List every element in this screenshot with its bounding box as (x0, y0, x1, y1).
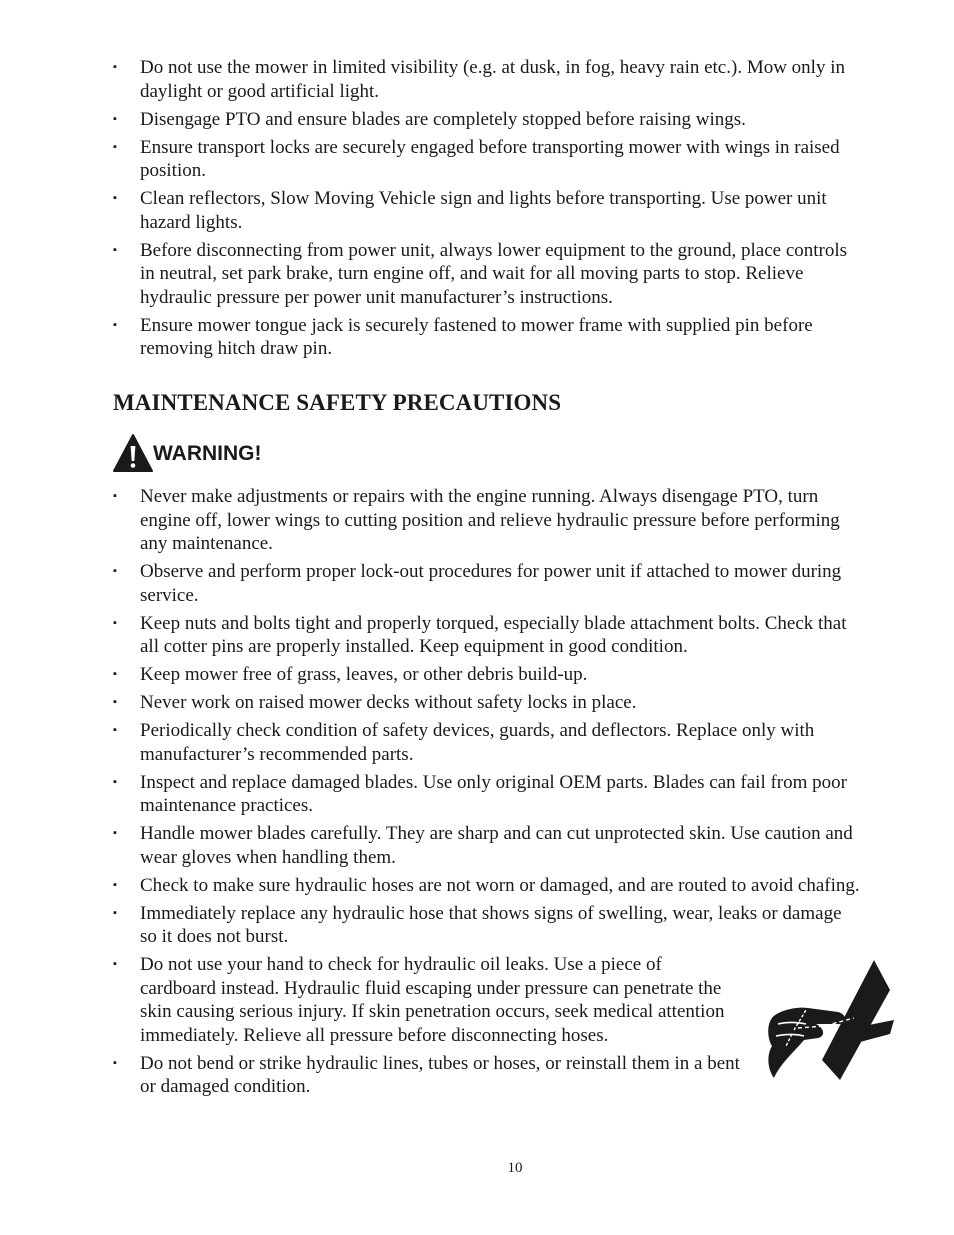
bullet-icon: ▪ (113, 490, 117, 502)
bullet-icon: ▪ (113, 878, 117, 891)
bullet-icon: ▪ (113, 112, 117, 125)
list-item: ▪ Before disconnecting from power unit, always lower equipment to the ground, place controls in neutral, set park brake, turn engine off, and wait for all moving parts to stop. Relieve hydraulic pressure per power unit manufacturer’s instructions. (113, 239, 848, 308)
list-item: ▪ Keep mower free of grass, leaves, or other debris build-up. (113, 664, 588, 685)
list-item: ▪ Handle mower blades carefully. They are sharp and can cut unprotected skin. Use caution and wear gloves when handling them. (113, 823, 853, 868)
hydraulic-leak-hand-icon (764, 960, 894, 1086)
bullet-icon: ▪ (113, 192, 117, 204)
bullet-icon: ▪ (113, 616, 117, 629)
list-item: ▪ Do not use your hand to check for hydraulic oil leaks. Use a piece of cardboard instead. Hydraulic fluid escaping under pressure can penetrate the skin causing serious injury. If skin penetration occurs, seek medical attention immediately. Relieve all pressure before disconnecting hoses. (113, 954, 725, 1046)
list-item: ▪ Disengage PTO and ensure blades are completely stopped before raising wings. (113, 108, 746, 130)
bullet-icon: ▪ (113, 724, 117, 736)
warning-triangle-icon (112, 433, 154, 473)
bullet-icon: ▪ (113, 958, 117, 970)
list-item: ▪ Never work on raised mower decks without safety locks in place. (113, 692, 637, 713)
bullet-icon: ▪ (113, 565, 117, 577)
bullet-icon: ▪ (113, 827, 117, 839)
bullet-icon: ▪ (113, 906, 117, 919)
list-item: ▪ Do not bend or strike hydraulic lines, tubes or hoses, or reinstall them in a bent or damaged condition. (113, 1052, 740, 1097)
warning-banner (112, 432, 262, 474)
list-item: ▪ Ensure transport locks are securely engaged before transporting mower with wings in raised position. (113, 136, 840, 181)
list-item: ▪ Periodically check condition of safety devices, guards, and deflectors. Replace only with manufacturer’s recommended parts. (113, 720, 815, 765)
bullet-icon: ▪ (113, 318, 117, 331)
warning-label: WARNING! (153, 442, 262, 465)
bullet-icon: ▪ (113, 696, 117, 708)
list-item: ▪ Clean reflectors, Slow Moving Vehicle sign and lights before transporting. Use power unit hazard lights. (113, 188, 827, 233)
bullet-icon: ▪ (113, 140, 117, 153)
top-safety-list (112, 56, 862, 365)
list-item: ▪ Observe and perform proper lock-out procedures for power unit if attached to mower during service. (113, 561, 842, 606)
bullet-icon: ▪ (113, 775, 117, 788)
list-item: ▪ Inspect and replace damaged blades. Use only original OEM parts. Blades can fail from poor maintenance practices. (113, 771, 847, 816)
list-item: ▪ Do not use the mower in limited visibility (e.g. at dusk, in fog, heavy rain etc.). Mow only in daylight or good artificial light. (113, 57, 845, 102)
list-item: ▪ Keep nuts and bolts tight and properly torqued, especially blade attachment bolts. Check that all cotter pins are properly installed. Keep equipment in good condition. (113, 612, 847, 657)
maintenance-safety-list (112, 485, 862, 1103)
list-item: ▪ Never make adjustments or repairs with the engine running. Always disengage PTO, turn engine off, lower wings to cutting position and relieve hydraulic pressure before performing any maintenance. (113, 486, 840, 554)
page-number: 10 (507, 1160, 523, 1176)
section-heading: MAINTENANCE SAFETY PRECAUTIONS (113, 390, 562, 415)
bullet-icon: ▪ (113, 61, 117, 73)
list-item: ▪ Immediately replace any hydraulic hose that shows signs of swelling, wear, leaks or damage so it does not burst. (113, 902, 842, 947)
list-item: ▪ Ensure mower tongue jack is securely fastened to mower frame with supplied pin before removing hitch draw pin. (113, 314, 813, 359)
bullet-icon: ▪ (113, 1056, 117, 1069)
bullet-icon: ▪ (113, 668, 117, 680)
bullet-icon: ▪ (113, 243, 117, 256)
list-item: ▪ Check to make sure hydraulic hoses are not worn or damaged, and are routed to avoid chafing. (113, 874, 860, 896)
